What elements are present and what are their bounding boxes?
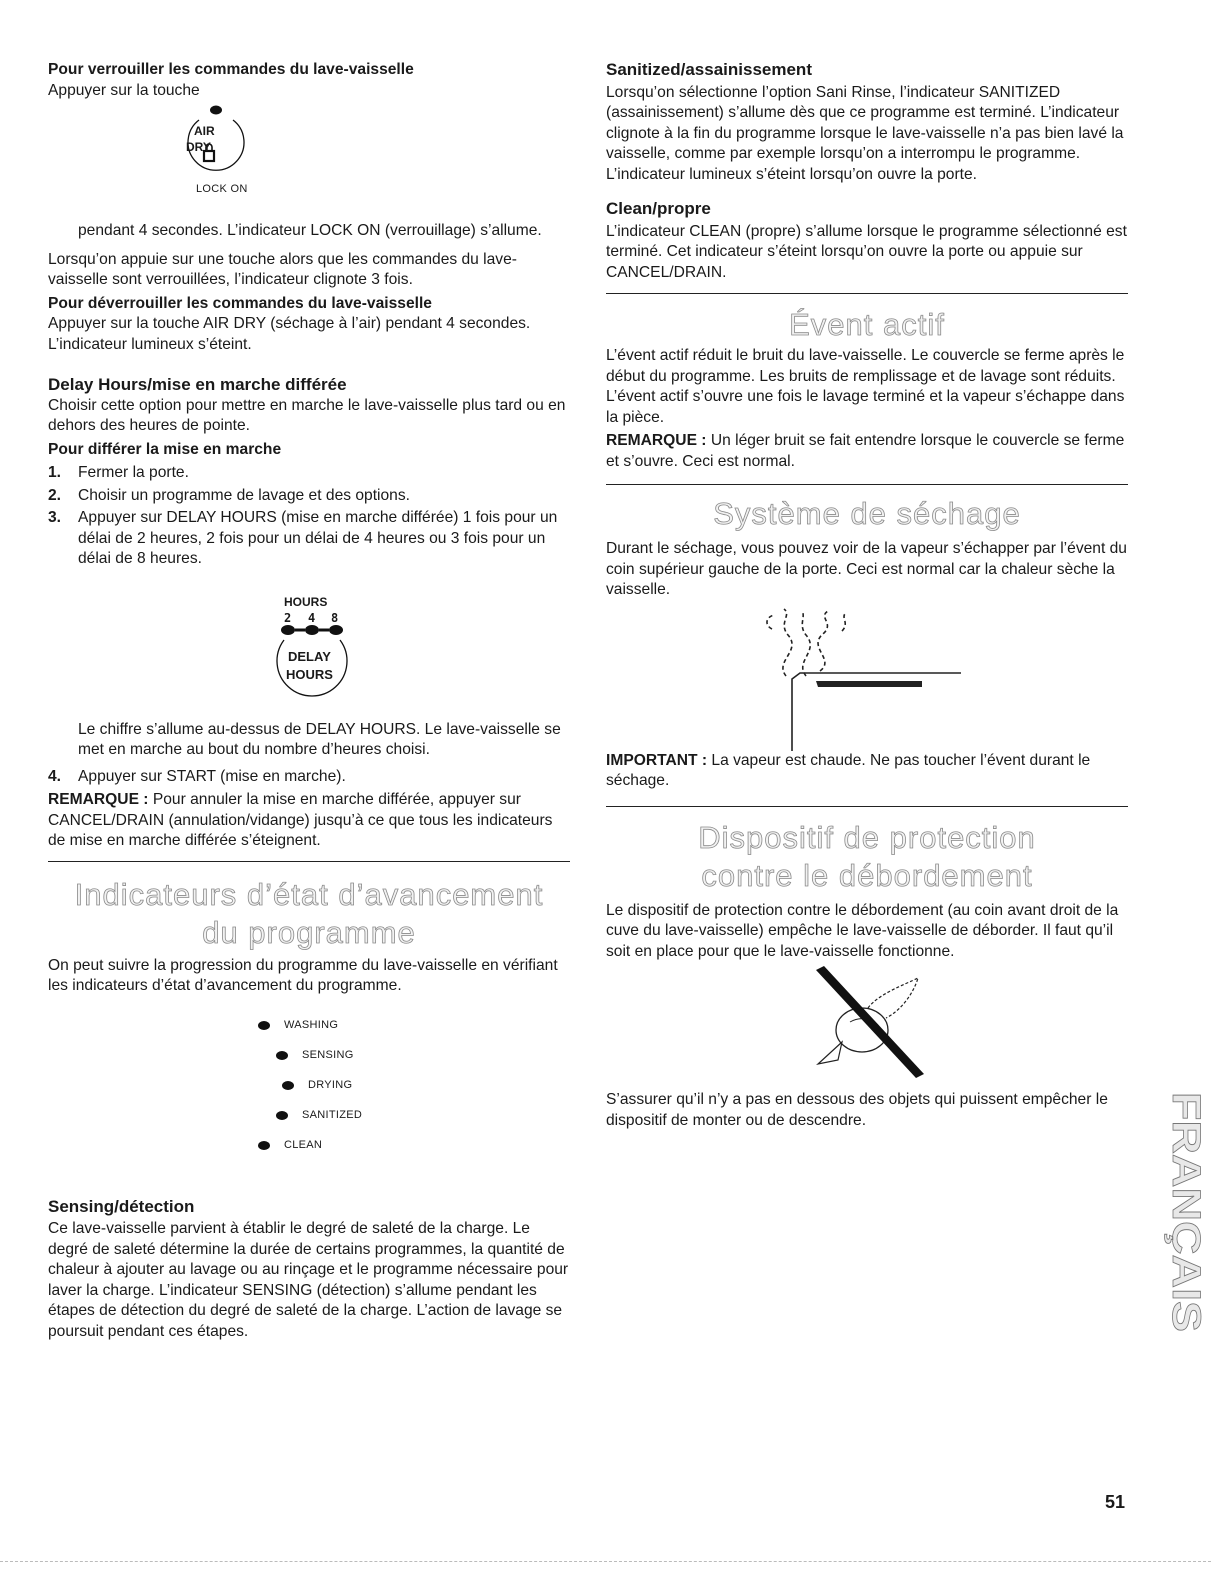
indicator-label: SENSING [302, 1049, 354, 1062]
language-side-tab [1151, 1086, 1208, 1338]
sensing-heading: Sensing/détection [48, 1196, 195, 1216]
section-divider [606, 293, 1128, 294]
step-item [48, 463, 570, 484]
overflow-float-illustration [606, 962, 1128, 1090]
important-text: La vapeur est chaude. Ne pas toucher l’évent durant le séchage. [606, 751, 1091, 789]
indicator-dot-icon [282, 1081, 294, 1090]
indicator-dot-icon [258, 1021, 270, 1030]
indicator-label: WASHING [284, 1019, 339, 1032]
steam-icon [606, 601, 1128, 751]
step-number: 1. [48, 464, 62, 481]
delay-step-4 [48, 767, 570, 788]
status-intro: On peut suivre la progression du programme du lave-vaisselle en vérifiant les indicateurs d’état d’avancement du programme. [48, 956, 558, 994]
delay-intro: Choisir cette option pour mettre en marche le lave-vaisselle plus tard ou en dehors des heures de pointe. [48, 396, 566, 434]
right-column [606, 60, 1128, 1131]
step-number: 2. [48, 486, 62, 504]
vent-remark [606, 431, 1128, 472]
indicator-clean [48, 1131, 570, 1161]
hours-label: HOURS [284, 594, 328, 609]
section-divider [606, 806, 1128, 807]
delay-remark [48, 790, 570, 852]
delay-after-text: Le chiffre s’allume au-dessus de DELAY HOURS. Le lave-vaisselle se met en marche au bout du nombre d’heures choisi. [78, 720, 561, 758]
unlock-text: Appuyer sur la touche AIR DRY (séchage à l’air) pendant 4 secondes. L’indicateur lumineux s’éteint. [48, 315, 531, 353]
delay-hours-icon [48, 570, 570, 720]
delay-label: DELAY [288, 648, 331, 664]
delay-subheading: Pour différer la mise en marche [48, 440, 282, 458]
indicator-drying [48, 1071, 570, 1101]
step-item [48, 486, 570, 507]
status-banner-line2: du programme [202, 914, 416, 950]
indicator-sensing [48, 1041, 570, 1071]
step-number: 3. [48, 509, 62, 526]
sensing-text: Ce lave-vaisselle parvient à établir le degré de saleté de la charge. Le degré de saleté détermine la durée de certains programmes, la quantité de chaleur à ajouter au lavage ou au rinçage et le programme nécessaire pour laver la charge. L’indicateur SENSING (détection) s’allume pendant les étapes de détection du degré de saleté de la charge. L’action de lavage se poursuit pendant ces étapes. [48, 1220, 569, 1340]
delay-steps [48, 463, 570, 570]
indicator-dot-icon [276, 1111, 288, 1120]
step-text: Fermer la porte. [78, 464, 189, 481]
indicator-sanitized [48, 1101, 570, 1131]
remark-label: REMARQUE : [606, 432, 707, 449]
step-text: Choisir un programme de lavage et des options. [78, 486, 410, 504]
important-label: IMPORTANT : [606, 751, 708, 769]
remark-label: REMARQUE : [48, 791, 149, 808]
page-edge-line [0, 1561, 1211, 1562]
status-banner-line1: Indicateurs d’état d’avancement [74, 876, 544, 912]
section-divider [606, 484, 1128, 485]
step-text: Appuyer sur START (mise en marche). [78, 767, 346, 785]
status-banner [48, 876, 570, 952]
remark-text: Pour annuler la mise en marche différée, appuyer sur CANCEL/DRAIN (annulation/vidange) jusqu’à ce que tous les indicateurs de mise en marche différée s’éteignent. [48, 791, 553, 849]
remark-text: Un léger bruit se fait entendre lorsque le couvercle se ferme et s’ouvre. Ceci est normal. [606, 432, 1125, 470]
indicator-dot-icon [258, 1141, 270, 1150]
overflow-banner [606, 819, 1128, 895]
air-label: AIR [194, 124, 215, 138]
left-column [48, 60, 570, 1342]
drying-banner: Système de séchage [713, 496, 1021, 531]
overflow-text: Le dispositif de protection contre le débordement (au coin avant droit de la cuve du lave-vaisselle) empêche le lave-vaisselle de déborder. Il faut qu’il soit en place pour que le lave-vaisselle fonctionne. [606, 901, 1119, 960]
indicator-label: SANITIZED [302, 1109, 363, 1122]
status-indicator-list [48, 1011, 570, 1161]
hours-value-8: 8 [331, 610, 339, 625]
unlock-heading: Pour déverrouiller les commandes du lave-vaisselle [48, 294, 432, 312]
indicator-label: DRYING [308, 1079, 353, 1092]
hours-icon-label: HOURS [286, 666, 333, 682]
lock-blink-text: Lorsqu’on appuie sur une touche alors que les commandes du lave-vaisselle sont verrouillées, l’indicateur clignote 3 fois. [48, 250, 517, 288]
dry-label: DRY [186, 140, 211, 154]
no-objects-icon [606, 962, 1128, 1090]
delay-heading: Delay Hours/mise en marche différée [48, 375, 347, 394]
clean-heading: Clean/propre [606, 199, 711, 218]
indicator-label: CLEAN [284, 1139, 323, 1152]
indicator-dot-icon [276, 1051, 288, 1060]
lock-heading: Pour verrouiller les commandes du lave-vaisselle [48, 61, 414, 78]
step-number: 4. [48, 767, 62, 785]
svg-text:FRANÇAIS: FRANÇAIS [1164, 1092, 1208, 1299]
steam-vent-illustration [606, 601, 1128, 751]
hours-value-2: 2 [284, 610, 292, 625]
indicator-washing [48, 1011, 570, 1041]
step-text: Appuyer sur DELAY HOURS (mise en marche différée) 1 fois pour un délai de 2 heures, 2 fois pour un délai de 4 heures ou 3 fois pour un délai de 8 heures. [78, 509, 558, 567]
vent-banner: Évent actif [789, 307, 945, 342]
overflow-note: S’assurer qu’il n’y a pas en dessous des objets qui puissent empêcher le dispositif de monter ou de descendre. [606, 1091, 1108, 1129]
overflow-banner-line1: Dispositif de protection [698, 819, 1036, 855]
vent-text: L’évent actif réduit le bruit du lave-vaisselle. Le couvercle se ferme après le début du programme. Les bruits de remplissage et de lavage sont réduits. L’évent actif s’ouvre une fois le lavage terminé et la vapeur s’échappe dans la pièce. [606, 347, 1125, 426]
important-note [606, 751, 1128, 792]
sanitized-text: Lorsqu’on sélectionne l’option Sani Rinse, l’indicateur SANITIZED (assainissement) s’allume dès que ce programme est terminé. L’indicateur clignote à la fin du programme lorsque le lave-vaisselle n’a pas bien lavé la vaisselle, comme par exemple lorsqu’on a interrompu le programme. L’indicateur lumineux s’éteint lorsqu’on ouvre la porte. [606, 83, 1124, 183]
step-item [48, 508, 570, 570]
lock-press-text: Appuyer sur la touche [48, 81, 200, 99]
clean-text: L’indicateur CLEAN (propre) s’allume lorsque le programme sélectionné est terminé. Cet indicateur s’éteint lorsqu’on ouvre la porte ou appuie sur CANCEL/DRAIN. [606, 222, 1127, 281]
section-divider [48, 861, 570, 862]
overflow-banner-line2: contre le débordement [701, 857, 1033, 893]
side-tab-text [1151, 1086, 1208, 1338]
air-dry-lock-icon [48, 101, 570, 221]
drying-text: Durant le séchage, vous pouvez voir de la vapeur s’échapper par l’évent du coin supérieur gauche de la porte. Ceci est normal car la chaleur sèche la vaisselle. [606, 540, 1127, 598]
lock-on-label: LOCK ON [196, 183, 248, 195]
page-number: 51 [1105, 1492, 1126, 1512]
sanitized-heading: Sanitized/assainissement [606, 60, 812, 79]
step-item [48, 767, 570, 788]
hours-value-4: 4 [308, 610, 316, 625]
lock-duration-text: pendant 4 secondes. L’indicateur LOCK ON (verrouillage) s’allume. [78, 222, 542, 239]
